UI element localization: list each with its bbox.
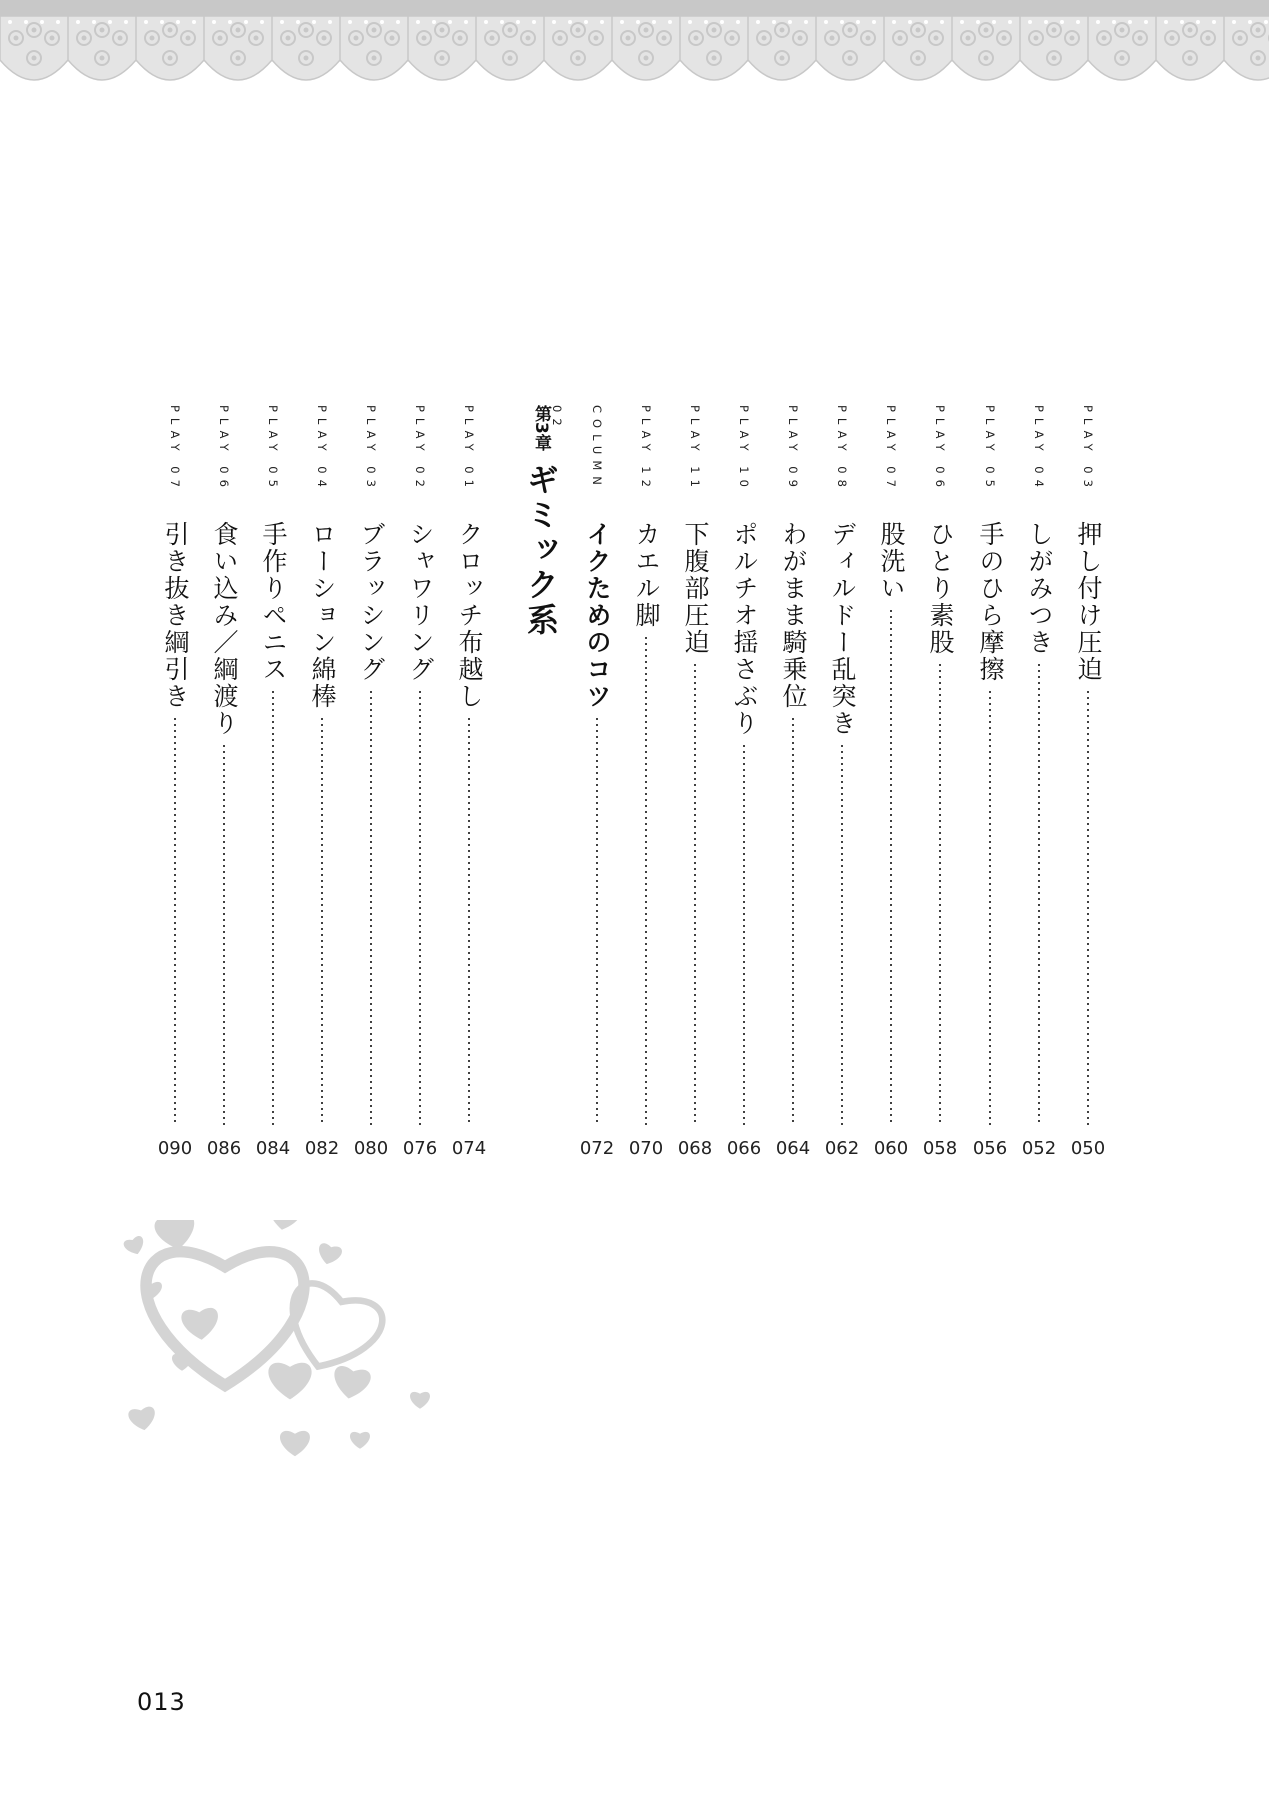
dot-leader bbox=[1038, 662, 1040, 1125]
toc-entry-label: PLAY 04 bbox=[1032, 405, 1046, 493]
toc-entry-title: ブラッシング bbox=[357, 521, 386, 683]
toc-entry-title: 手のひら摩擦 bbox=[976, 521, 1005, 683]
toc-entry-title: わがまま騎乗位 bbox=[779, 521, 808, 710]
toc-entry-title: カエル脚 bbox=[632, 521, 661, 629]
toc-entry bbox=[773, 405, 813, 1165]
heart-icon bbox=[265, 1220, 303, 1233]
heart-icon bbox=[268, 1363, 311, 1400]
toc-entry-label: PLAY 02 bbox=[413, 405, 427, 493]
toc-entry-page: 076 bbox=[402, 1138, 438, 1159]
toc-entry-page: 082 bbox=[304, 1138, 340, 1159]
toc-entry bbox=[970, 405, 1010, 1165]
dot-leader bbox=[596, 716, 598, 1125]
toc-entry-page: 090 bbox=[157, 1138, 193, 1159]
dot-leader bbox=[468, 716, 470, 1125]
toc-entry-page: 074 bbox=[451, 1138, 487, 1159]
heart-icon bbox=[315, 1242, 343, 1267]
toc-entry-label: PLAY 10 bbox=[737, 405, 751, 493]
dot-leader bbox=[841, 743, 843, 1125]
toc-entry-title: ローション綿棒 bbox=[308, 521, 337, 710]
toc-entry-title: 食い込み／綱渡り bbox=[210, 521, 239, 737]
hearts-decoration bbox=[120, 1220, 520, 1640]
toc-entry-page: 080 bbox=[353, 1138, 389, 1159]
heart-icon bbox=[350, 1432, 370, 1449]
toc-entry-title: 押し付け圧迫 bbox=[1074, 521, 1103, 683]
toc-entry-page: 052 bbox=[1021, 1138, 1057, 1159]
dot-leader bbox=[419, 689, 421, 1125]
toc-entry-label: PLAY 05 bbox=[266, 405, 280, 493]
toc-entry bbox=[626, 405, 666, 1165]
toc-entry-label: PLAY 01 bbox=[462, 405, 476, 493]
toc-entry-page: 066 bbox=[726, 1138, 762, 1159]
toc-entry bbox=[1019, 405, 1059, 1165]
dot-leader bbox=[645, 635, 647, 1125]
dot-leader bbox=[890, 608, 892, 1125]
toc-entry-page: 060 bbox=[873, 1138, 909, 1159]
toc-entry-label: PLAY 06 bbox=[933, 405, 947, 493]
toc-entry-label: PLAY 09 bbox=[786, 405, 800, 493]
heart-icon bbox=[181, 1307, 220, 1341]
toc-entry-label: PLAY 03 bbox=[1081, 405, 1095, 493]
page-number: 013 bbox=[137, 1688, 186, 1716]
heart-icon bbox=[123, 1235, 148, 1258]
chapter-number: 第3章 bbox=[531, 405, 551, 451]
chapter-name: ギミック系 bbox=[522, 462, 560, 638]
toc-entry-label: PLAY 03 bbox=[364, 405, 378, 493]
dot-leader bbox=[174, 716, 176, 1125]
dot-leader bbox=[223, 743, 225, 1125]
toc-entry bbox=[204, 405, 244, 1165]
toc-entry bbox=[351, 405, 391, 1165]
toc-entry-title: 下腹部圧迫 bbox=[681, 521, 710, 656]
toc-entry bbox=[550, 405, 617, 1165]
dot-leader bbox=[989, 689, 991, 1125]
toc-entry-title: ディルドー乱突き bbox=[828, 521, 857, 737]
toc-entry-page: 056 bbox=[972, 1138, 1008, 1159]
dot-leader bbox=[792, 716, 794, 1125]
toc-entry-title: シャワリング bbox=[406, 521, 435, 683]
toc-entry-label: PLAY 07 bbox=[168, 405, 182, 493]
toc-entry-label: COLUMN 02 bbox=[550, 405, 604, 491]
toc-entry-label: PLAY 12 bbox=[639, 405, 653, 493]
toc-entry bbox=[1068, 405, 1108, 1165]
toc-entry-label: PLAY 07 bbox=[884, 405, 898, 493]
toc-entry bbox=[724, 405, 764, 1165]
toc-entry-title: 引き抜き綱引き bbox=[161, 521, 190, 710]
toc-entry-label: PLAY 08 bbox=[835, 405, 849, 493]
toc-entry-title: ポルチオ揺さぶり bbox=[730, 521, 759, 737]
dot-leader bbox=[370, 689, 372, 1125]
toc-entry-page: 068 bbox=[677, 1138, 713, 1159]
toc-entry bbox=[253, 405, 293, 1165]
toc-entry-title: 股洗い bbox=[877, 521, 906, 602]
toc-entry-label: PLAY 04 bbox=[315, 405, 329, 493]
lace-border-decoration bbox=[0, 0, 1269, 100]
toc-entry bbox=[920, 405, 960, 1165]
toc-entry bbox=[871, 405, 911, 1165]
toc-entry-page: 072 bbox=[579, 1138, 615, 1159]
heart-icon bbox=[280, 1431, 310, 1456]
toc-entry-title: 手作りペニス bbox=[259, 521, 288, 683]
heart-icon bbox=[410, 1392, 430, 1409]
toc-entry bbox=[449, 405, 489, 1165]
toc-entry-title: ひとり素股 bbox=[926, 521, 955, 656]
toc-entry bbox=[675, 405, 715, 1165]
dot-leader bbox=[694, 662, 696, 1125]
toc-entry-page: 064 bbox=[775, 1138, 811, 1159]
heart-icon bbox=[127, 1406, 157, 1433]
toc-entry-page: 058 bbox=[922, 1138, 958, 1159]
chapter-heading bbox=[517, 405, 565, 665]
dot-leader bbox=[272, 689, 274, 1125]
toc-entry-label: PLAY 05 bbox=[983, 405, 997, 493]
toc-entry-page: 086 bbox=[206, 1138, 242, 1159]
toc-entry-label: PLAY 11 bbox=[688, 405, 702, 493]
toc-entry-title: イクためのコツ bbox=[583, 521, 612, 710]
heart-icon bbox=[172, 1354, 192, 1371]
toc-entry-page: 062 bbox=[824, 1138, 860, 1159]
dot-leader bbox=[321, 716, 323, 1125]
dot-leader bbox=[1087, 689, 1089, 1125]
dot-leader bbox=[939, 662, 941, 1125]
heart-icon bbox=[331, 1365, 372, 1402]
toc-entry-title: クロッチ布越し bbox=[455, 521, 484, 710]
toc-entry-label: PLAY 06 bbox=[217, 405, 231, 493]
toc-entry bbox=[400, 405, 440, 1165]
toc-entry-title: しがみつき bbox=[1025, 521, 1054, 656]
toc-entry bbox=[155, 405, 195, 1165]
toc-entry-page: 050 bbox=[1070, 1138, 1106, 1159]
dot-leader bbox=[743, 743, 745, 1125]
toc-entry bbox=[302, 405, 342, 1165]
toc-entry-page: 084 bbox=[255, 1138, 291, 1159]
toc-entry bbox=[822, 405, 862, 1165]
toc-entry-page: 070 bbox=[628, 1138, 664, 1159]
